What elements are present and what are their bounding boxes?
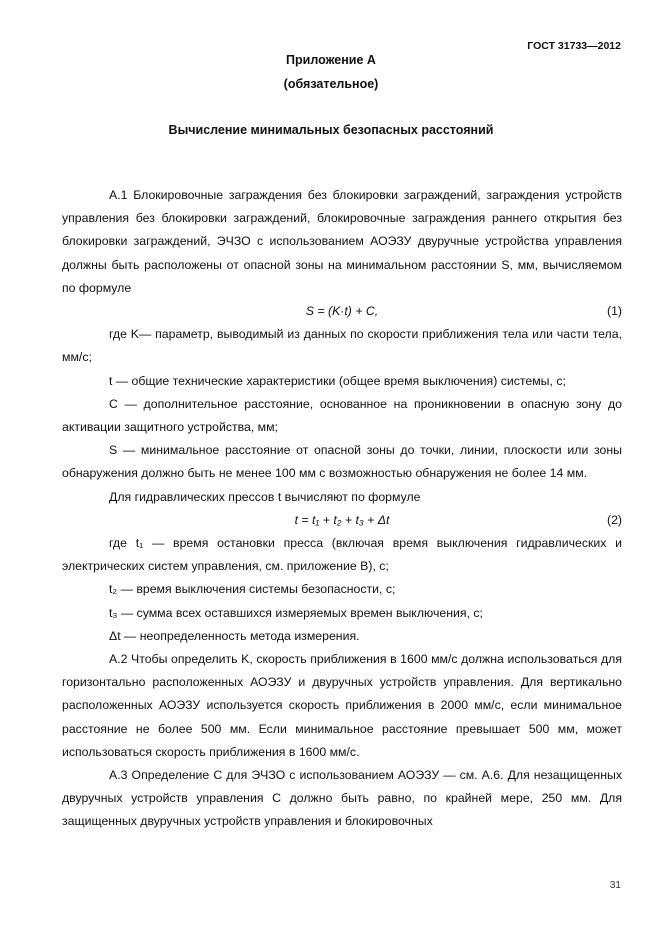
definition-t2: t₂ — время выключения системы безопасности, с; <box>109 582 396 597</box>
formula-2 <box>62 509 622 532</box>
definition-c: C — дополнительное расстояние, основанное на проникновении в опасную зону до активации защитного устройства, мм; <box>62 396 622 435</box>
page-number: 31 <box>609 880 621 891</box>
definition-k: где K— параметр, выводимый из данных по скорости приближения тела или части тела, мм/с; <box>62 327 622 365</box>
formula-1-number: (1) <box>606 304 622 319</box>
standard-header: ГОСТ 31733—2012 <box>527 40 621 52</box>
paragraph-a2: А.2 Чтобы определить K, скорость приближения в 1600 мм/с должна использоваться для горизонтально расположенных АОЭЗУ и двуручных устройств управления. Для вертикально расположенных АОЭЗУ используется скорость приближения в 2000 мм/с, если минимальное расстояние не более 500 мм. Если минимальное расстояние превышает 500 мм, может использоваться скорость приближения в 1600 мм/с. <box>62 652 622 759</box>
appendix-title: Приложение А <box>286 53 376 67</box>
definition-t1: где t₁ — время остановки пресса (включая время выключения гидравлических и электрических систем управления, см. приложение В), с; <box>62 536 622 574</box>
definition-t: t — общие технические характеристики (общее время выключения) системы, с; <box>109 373 566 388</box>
paragraph-a3: А.3 Определение C для ЭЧЗО с использованием АОЭЗУ — см. А.6. Для незащищенных двуручных устройств управления C должно быть равно, по крайней мере, 250 мм. Для защищенных двуручных устройств управления и блокировочных <box>62 768 622 829</box>
formula-2-text: t = t₁ + t₂ + t₃ + Δt <box>294 512 390 527</box>
paragraph-a1: А.1 Блокировочные заграждения без блокировки заграждений, заграждения устройств управления без блокировки заграждений, блокировочные заграждения раннего открытия без блокировки заграждений, ЭЧЗО с использованием АОЭЗУ двуручные устройства управления должны быть расположены от опасной зоны на минимальном расстоянии S, мм, вычисляемом по формуле <box>62 188 622 295</box>
definition-t3: t₃ — сумма всех оставшихся измеряемых времен выключения, с; <box>109 605 483 620</box>
document-body <box>62 184 622 834</box>
definition-s: S — минимальное расстояние от опасной зоны до точки, линии, плоскости или зоны обнаружения должно быть не менее 100 мм с возможностью обнаружения не более 14 мм. <box>62 443 622 481</box>
formula-1-text: S = (K·t) + C, <box>305 304 379 319</box>
hydraulic-intro: Для гидравлических прессов t вычисляют по формуле <box>109 489 421 504</box>
formula-2-number: (2) <box>606 512 622 527</box>
appendix-status: (обязательное) <box>283 77 379 91</box>
formula-1 <box>62 300 622 323</box>
appendix-heading: Вычисление минимальных безопасных расстояний <box>168 123 494 137</box>
definition-dt: Δt — неопределенность метода измерения. <box>109 628 360 643</box>
